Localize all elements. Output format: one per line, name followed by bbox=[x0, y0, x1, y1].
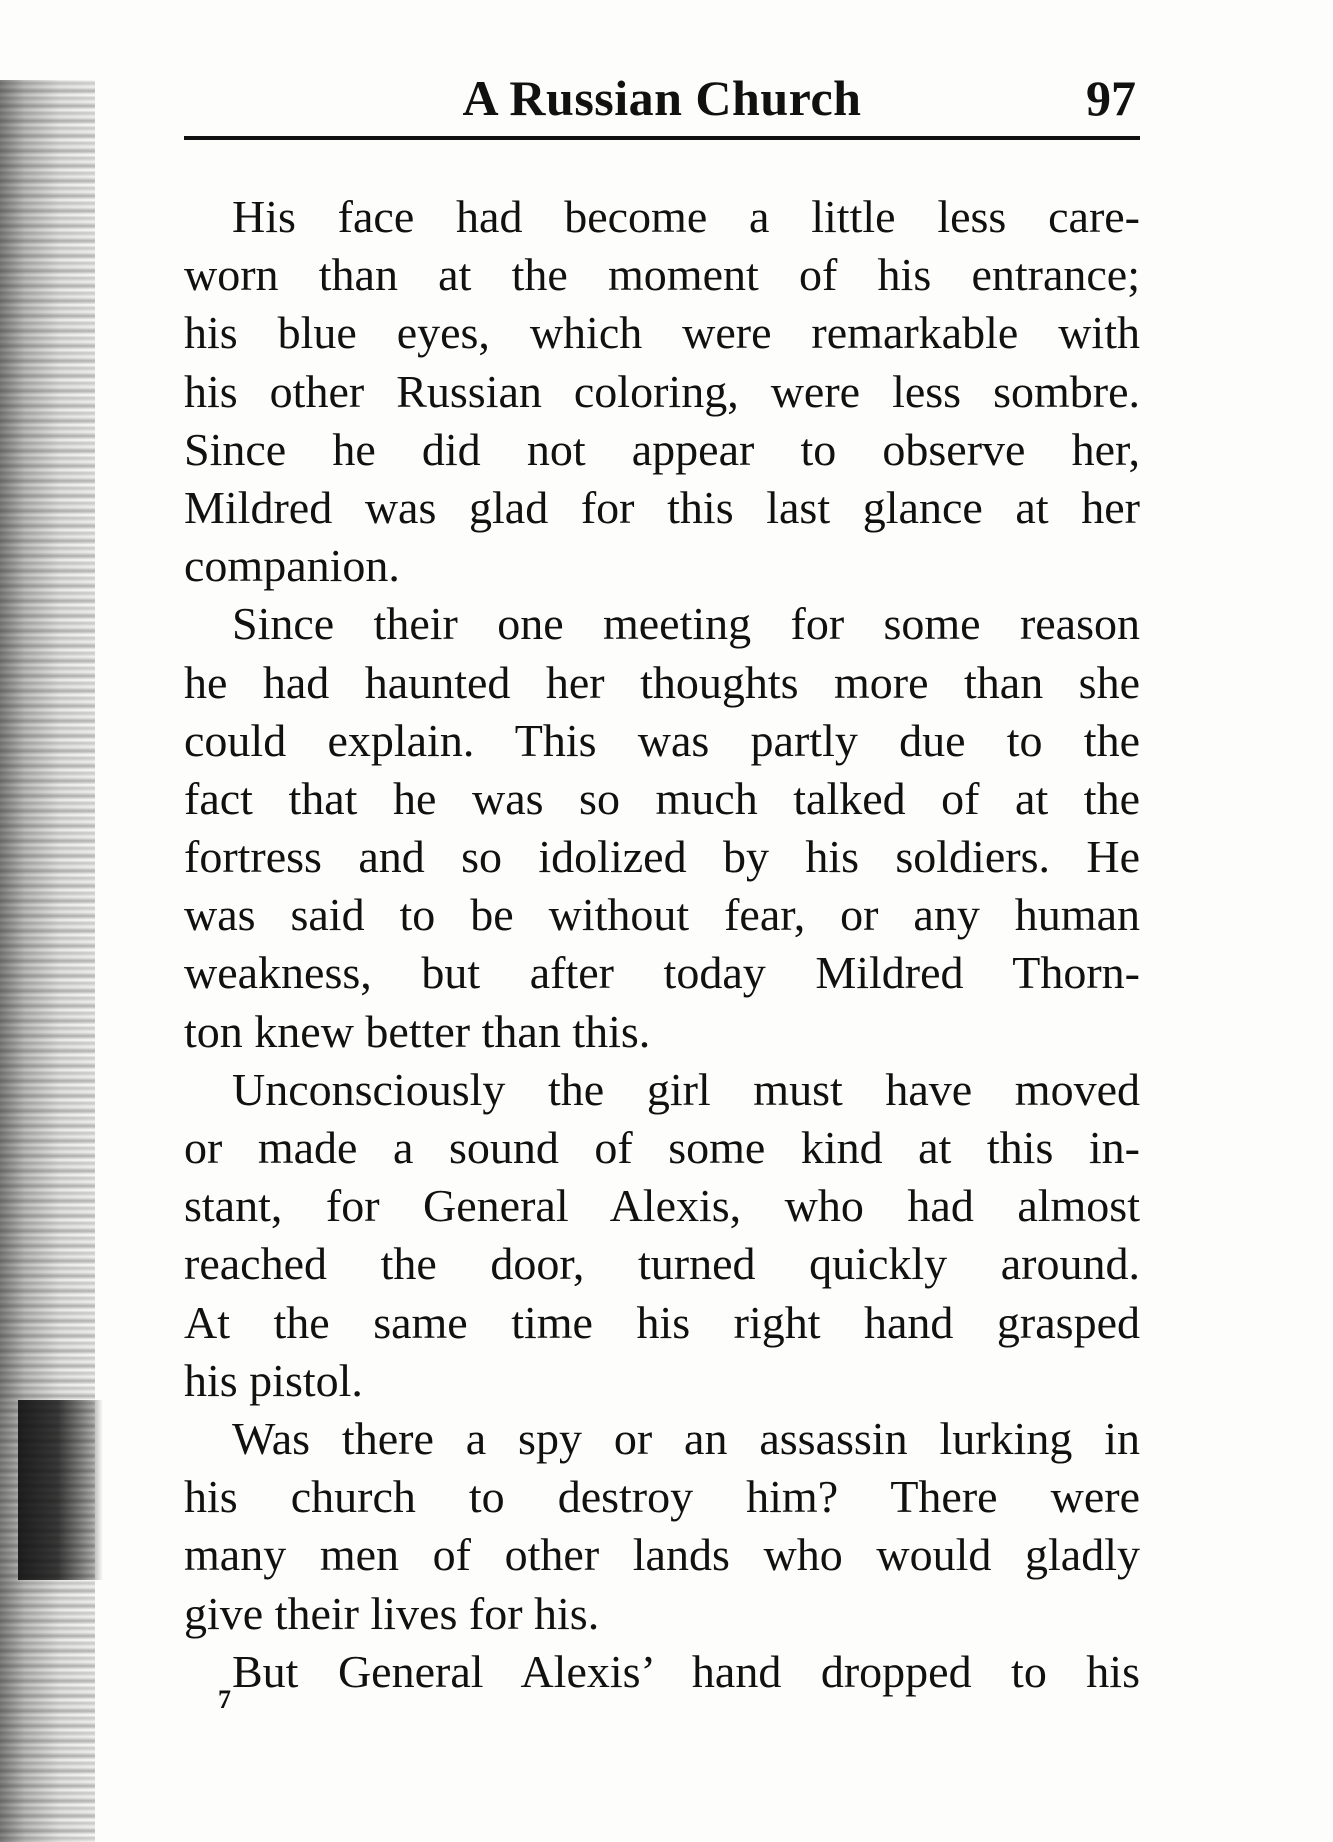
paragraph bbox=[184, 1643, 1140, 1701]
running-head-title: A Russian Church bbox=[462, 70, 862, 126]
text-line: Since their one meeting for some reason bbox=[232, 598, 1140, 650]
page-gutter-dark-patch bbox=[18, 1400, 103, 1580]
text-line: ton knew better than this. bbox=[184, 1005, 651, 1057]
text-line: was said to be without fear, or any human bbox=[184, 889, 1140, 941]
text-line: or made a sound of some kind at this in- bbox=[184, 1122, 1140, 1173]
text-line: many men of other lands who would gladly bbox=[184, 1529, 1140, 1581]
paragraph bbox=[184, 1061, 1140, 1410]
text-line: Mildred was glad for this last glance at her bbox=[184, 481, 1140, 533]
text-line: companion. bbox=[184, 540, 400, 592]
text-line: Was there a spy or an assassin lurking in bbox=[232, 1412, 1140, 1464]
text-line: fortress and so idolized by his soldiers. He bbox=[184, 831, 1140, 883]
text-line: But General Alexis’ hand dropped to his bbox=[232, 1645, 1140, 1697]
text-line: weakness, but after today Mildred Thorn- bbox=[184, 947, 1140, 999]
text-line: give their lives for his. bbox=[184, 1587, 600, 1639]
text-line: stant, for General Alexis, who had almost bbox=[184, 1180, 1140, 1232]
text-line: Since he did not appear to observe her, bbox=[184, 423, 1140, 475]
running-header bbox=[184, 68, 1140, 130]
paragraph bbox=[184, 188, 1140, 595]
text-line: his blue eyes, which were remarkable with bbox=[184, 307, 1140, 359]
paragraph bbox=[184, 1410, 1140, 1643]
text-line: His face had become a little less care- bbox=[232, 191, 1140, 242]
body-text bbox=[184, 188, 1140, 1701]
paragraph bbox=[184, 595, 1140, 1061]
header-rule bbox=[184, 136, 1140, 140]
text-line: his church to destroy him? There were bbox=[184, 1471, 1140, 1523]
text-line: his other Russian coloring, were less sombre. bbox=[184, 365, 1140, 417]
text-line: his pistol. bbox=[184, 1354, 363, 1406]
text-line: reached the door, turned quickly around. bbox=[184, 1238, 1140, 1290]
text-line: he had haunted her thoughts more than she bbox=[184, 656, 1140, 708]
signature-mark: 7 bbox=[218, 1685, 231, 1714]
text-line: fact that he was so much talked of at the bbox=[184, 772, 1140, 824]
text-line: At the same time his right hand grasped bbox=[184, 1296, 1140, 1348]
page-number: 97 bbox=[1086, 70, 1136, 126]
text-line: Unconsciously the girl must have moved bbox=[232, 1063, 1140, 1115]
text-line: worn than at the moment of his entrance; bbox=[184, 249, 1140, 301]
text-line: could explain. This was partly due to the bbox=[184, 714, 1140, 766]
